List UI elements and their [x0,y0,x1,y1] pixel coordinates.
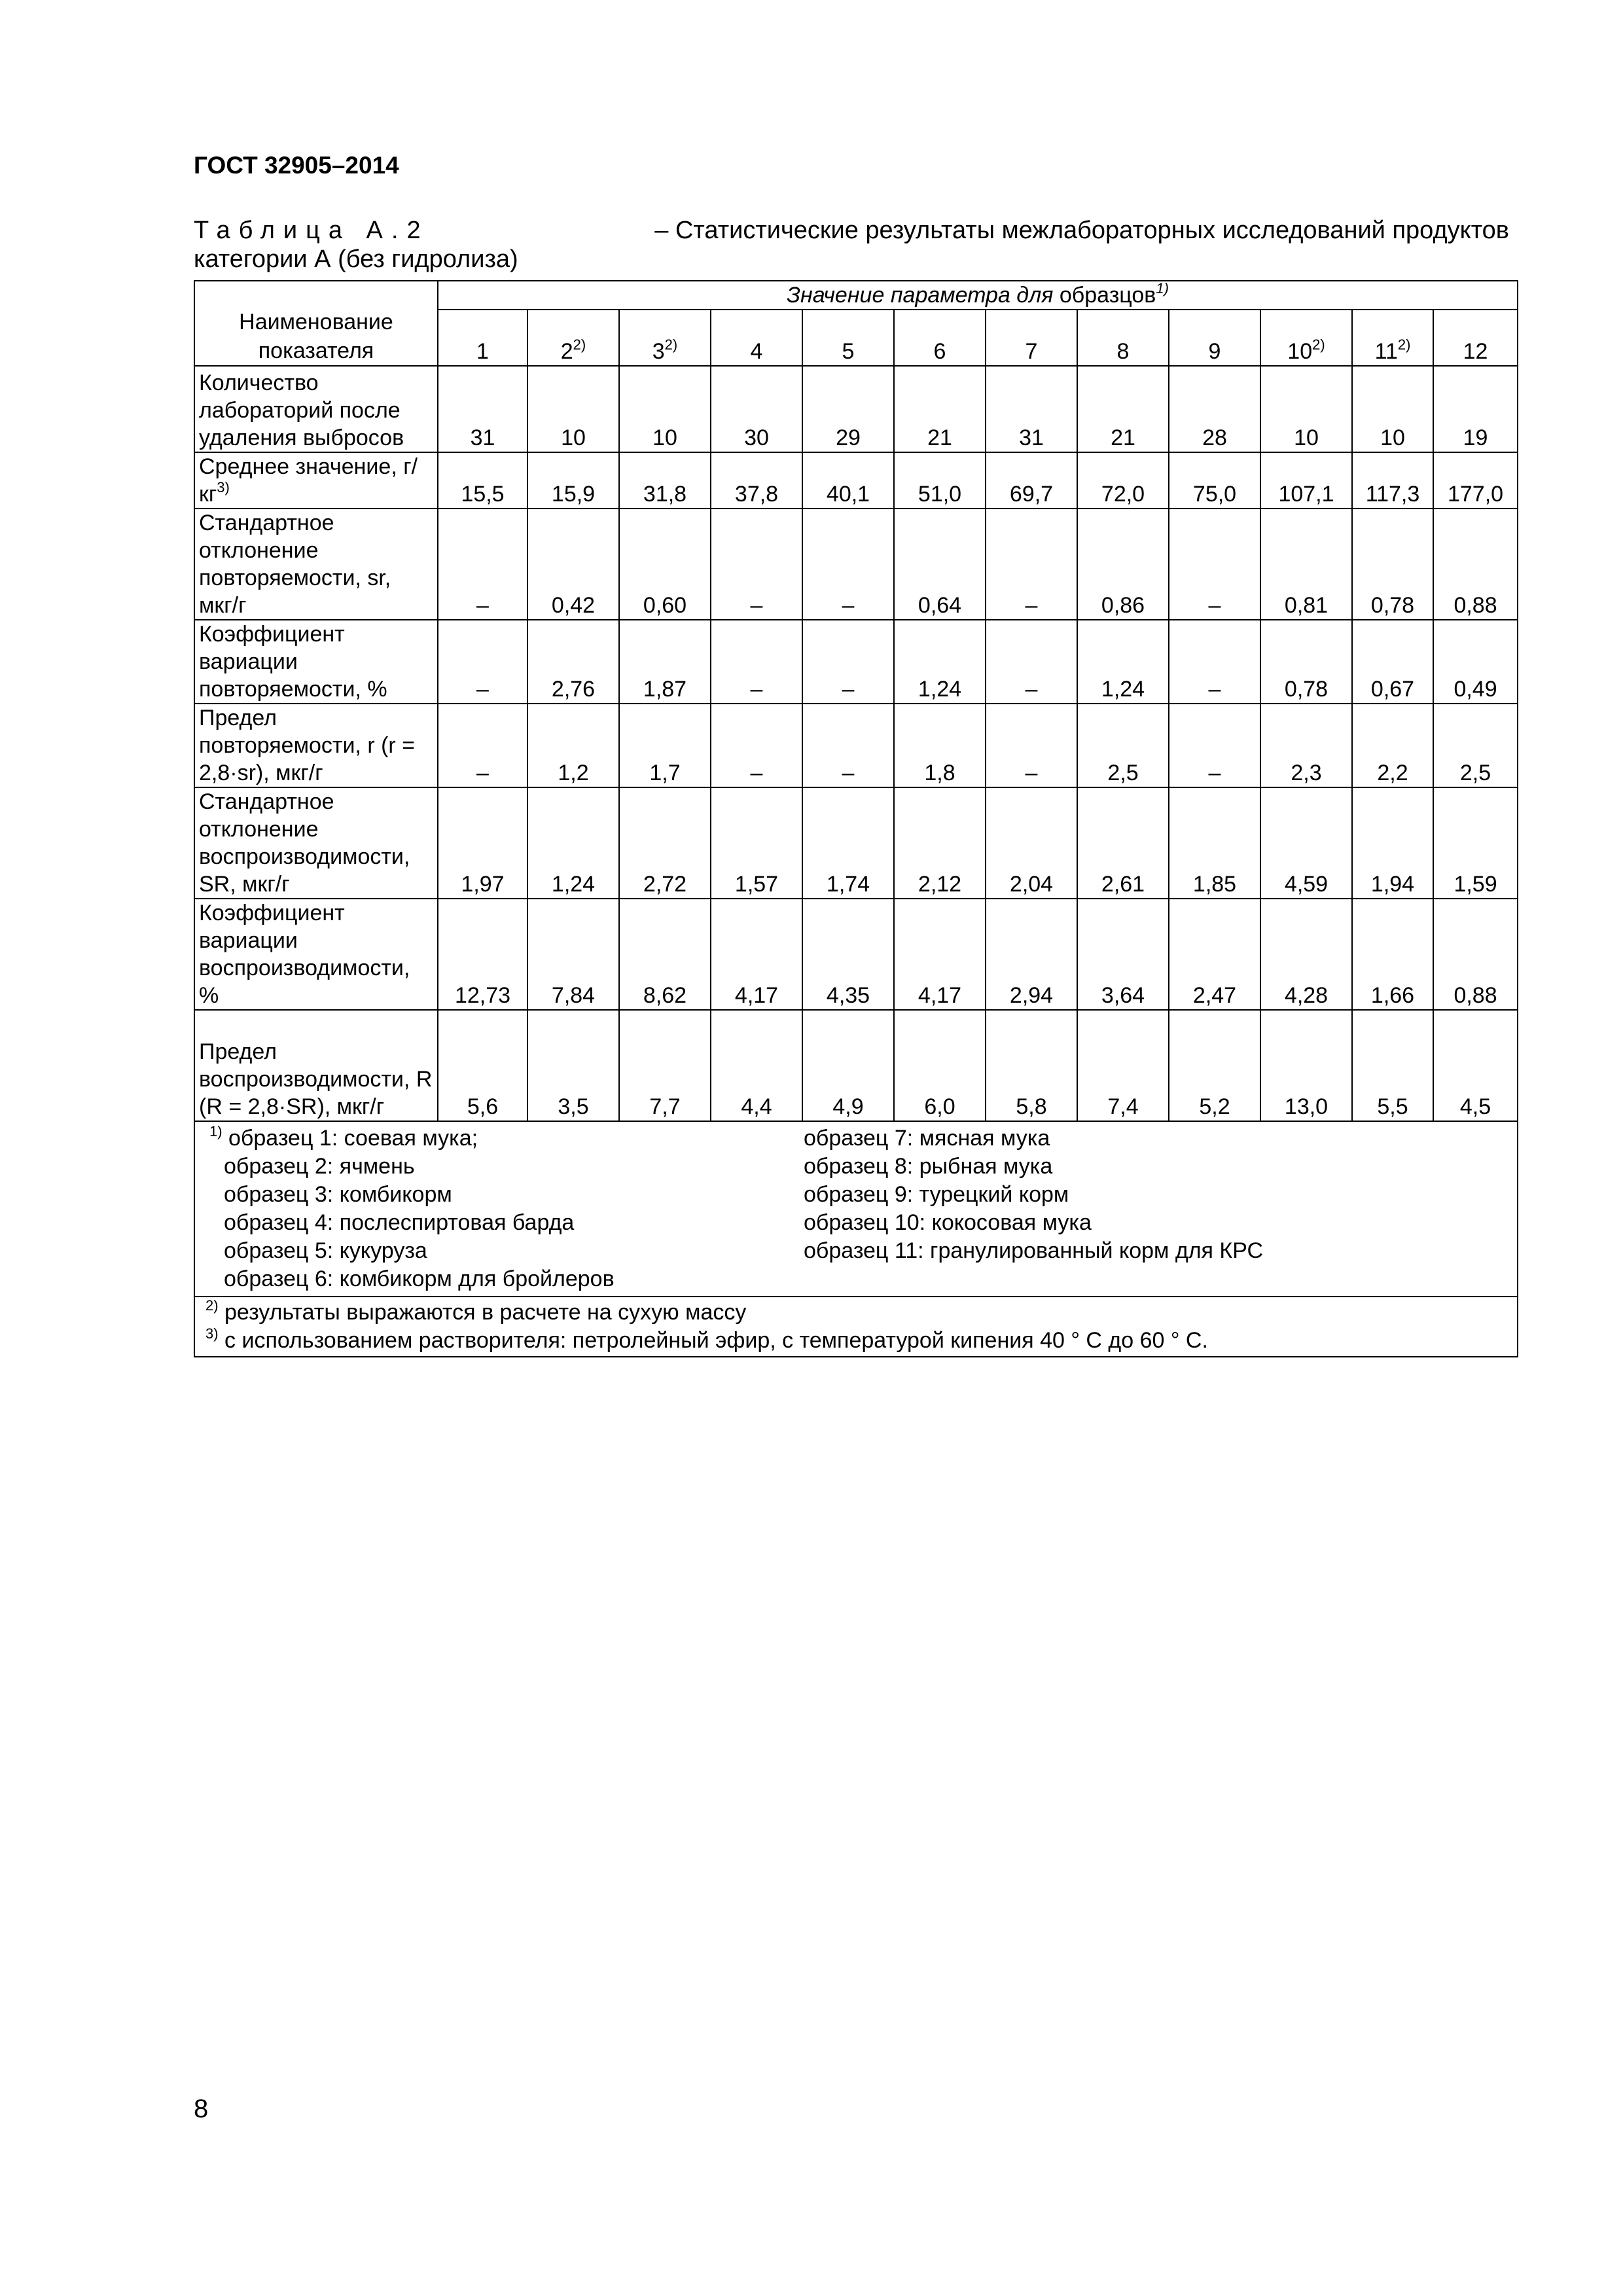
caption-label: Таблица А.2 [194,217,429,244]
value-cell: 0,86 [1077,509,1169,620]
footnote-2 [205,1299,1513,1327]
sample-column-label: 2 [560,339,573,364]
sample-column-label: 7 [1025,339,1038,364]
sample-note [209,1123,804,1153]
value-cell: 28 [1169,366,1260,452]
value-cell: 2,61 [1077,787,1169,899]
table-row [194,787,1518,899]
name-column-header: Наименование показателя [194,281,438,366]
value-cell: 19 [1433,366,1518,452]
sample-column-label: 5 [842,339,855,364]
row-label [194,899,438,1010]
sample-column-header [711,310,802,366]
value-cell: 10 [1260,366,1352,452]
footnote-2-marker: 2) [205,1297,219,1314]
footnotes-cell [194,1297,1518,1357]
value-cell: – [711,509,802,620]
value-cell: 107,1 [1260,452,1352,509]
footnote-1-marker: 1) [209,1123,223,1139]
column-footnote-marker: 2) [573,336,586,353]
table-row [194,1010,1518,1121]
group-header-normal: образцов [1059,283,1156,308]
value-cell: – [986,509,1077,620]
value-cell: 2,5 [1433,704,1518,787]
page-number: 8 [194,2094,209,2123]
value-cell: 0,78 [1260,620,1352,704]
sample-column-header [986,310,1077,366]
value-cell: 1,24 [1077,620,1169,704]
value-cell: – [802,509,894,620]
value-cell: 0,88 [1433,509,1518,620]
sample-column-label: 3 [652,339,665,364]
sample-column-header [1433,310,1518,366]
row-label-text: Стандартное отклонение повторяемости, sr, мкг/г [199,511,391,618]
sample-column-header [527,310,619,366]
value-cell: 3,5 [527,1010,619,1121]
value-cell: 7,4 [1077,1010,1169,1121]
value-cell: 1,66 [1352,899,1433,1010]
value-cell: 2,5 [1077,704,1169,787]
value-cell: 0,64 [894,509,986,620]
table-row [194,509,1518,620]
sample-column-label: 8 [1116,339,1130,364]
group-header-italic: Значение параметра для [787,283,1054,308]
value-cell: – [986,620,1077,704]
sample-column-label: 12 [1463,339,1488,364]
value-cell: 0,42 [527,509,619,620]
value-cell: – [438,509,527,620]
value-cell: 7,84 [527,899,619,1010]
value-cell: 12,73 [438,899,527,1010]
value-cell: 21 [894,366,986,452]
value-cell: 5,5 [1352,1010,1433,1121]
value-cell: 13,0 [1260,1010,1352,1121]
value-cell: 1,24 [894,620,986,704]
sample-column-header [619,310,711,366]
value-cell: 30 [711,366,802,452]
sample-note [224,1153,804,1181]
sample-note-text: образец 5: кукуруза [224,1238,427,1263]
sample-column-header [1169,310,1260,366]
value-cell: 2,2 [1352,704,1433,787]
row-label [194,1010,438,1121]
value-cell: 4,35 [802,899,894,1010]
sample-note-text: образец 1: соевая мука; [228,1126,478,1151]
value-cell: 21 [1077,366,1169,452]
sample-note: образец 9: турецкий корм [804,1182,1069,1207]
value-cell: – [711,620,802,704]
header-row-1 [194,281,1518,310]
caption-text-line-1: – Статистические результаты межлабораторных исследований продуктов [654,217,1509,244]
value-cell: 37,8 [711,452,802,509]
sample-note: образец 8: рыбная мука [804,1154,1053,1179]
table-caption [194,216,1509,274]
value-cell: 2,72 [619,787,711,899]
value-cell: 1,87 [619,620,711,704]
value-cell: 4,4 [711,1010,802,1121]
value-cell: – [1169,620,1260,704]
sample-column-label: 11 [1374,339,1398,364]
table-row [194,620,1518,704]
value-cell: 10 [527,366,619,452]
table-row [194,704,1518,787]
value-cell: 1,59 [1433,787,1518,899]
row-label [194,366,438,452]
value-cell: 4,17 [711,899,802,1010]
value-cell: 1,97 [438,787,527,899]
value-cell: 0,88 [1433,899,1518,1010]
value-cell: 1,2 [527,704,619,787]
row-label-text: Среднее значение, г/кг [199,454,418,507]
value-cell: 2,47 [1169,899,1260,1010]
sample-note: образец 11: гранулированный корм для КРС [804,1238,1264,1263]
value-cell: 1,85 [1169,787,1260,899]
value-cell: 1,8 [894,704,986,787]
sample-note-text: образец 4: послеспиртовая барда [224,1210,575,1235]
sample-column-header [1352,310,1433,366]
row-label-text: Коэффициент вариации воспроизводимости, % [199,901,410,1008]
value-cell: – [802,704,894,787]
value-cell: 5,8 [986,1010,1077,1121]
value-cell: 0,81 [1260,509,1352,620]
value-cell: 0,49 [1433,620,1518,704]
value-cell: 2,76 [527,620,619,704]
sample-note [224,1265,804,1293]
notes-section [194,1121,1518,1357]
value-cell: 3,64 [1077,899,1169,1010]
sample-note: образец 7: мясная мука [804,1126,1050,1151]
table-row [194,366,1518,452]
samples-grid [205,1124,1513,1293]
row-label-text: Коэффициент вариации повторяемости, % [199,622,387,702]
samples-right-column [804,1124,1263,1293]
footnote-3-marker: 3) [205,1325,219,1342]
value-cell: 117,3 [1352,452,1433,509]
value-cell: 75,0 [1169,452,1260,509]
value-cell: – [802,620,894,704]
sample-column-header [1260,310,1352,366]
value-cell: 2,3 [1260,704,1352,787]
value-cell: 1,94 [1352,787,1433,899]
sample-column-header [894,310,986,366]
value-cell: 31 [986,366,1077,452]
value-cell: 2,04 [986,787,1077,899]
row-label-footnote-marker: 3) [217,479,230,495]
column-footnote-marker: 2) [664,336,678,353]
value-cell: 2,12 [894,787,986,899]
sample-note [224,1237,804,1265]
sample-note-text: образец 6: комбикорм для бройлеров [224,1266,615,1291]
footnote-3 [205,1327,1513,1355]
value-cell: 4,28 [1260,899,1352,1010]
value-cell: 1,57 [711,787,802,899]
value-cell: – [1169,704,1260,787]
column-footnote-marker: 2) [1397,336,1411,353]
value-cell: 5,6 [438,1010,527,1121]
row-label [194,620,438,704]
value-cell: 31,8 [619,452,711,509]
value-cell: 40,1 [802,452,894,509]
row-label-text: Предел воспроизводимости, R (R = 2,8·SR), мкг/г [199,1039,433,1119]
value-cell: 0,78 [1352,509,1433,620]
value-cell: 29 [802,366,894,452]
sample-column-header [438,310,527,366]
row-label [194,509,438,620]
value-cell: 4,59 [1260,787,1352,899]
row-label-text: Стандартное отклонение воспроизводимости, SR, мкг/г [199,789,410,897]
value-cell: – [438,704,527,787]
value-cell: – [1169,509,1260,620]
row-label-text: Количество лабораторий после удаления выбросов [199,370,404,450]
sample-note [224,1209,804,1237]
sample-column-label: 6 [933,339,946,364]
group-header-footnote-marker: 1) [1156,280,1169,296]
caption-text-line-2: категории А (без гидролиза) [194,245,518,273]
footnote-2-text: результаты выражаются в расчете на сухую массу [224,1300,747,1325]
notes-row-samples [194,1121,1518,1297]
value-cell: 72,0 [1077,452,1169,509]
value-cell: 8,62 [619,899,711,1010]
value-cell: 1,24 [527,787,619,899]
group-header [438,281,1518,310]
samples-left-column [205,1124,804,1293]
document-code: ГОСТ 32905–2014 [194,152,399,179]
value-cell: 4,9 [802,1010,894,1121]
value-cell: 5,2 [1169,1010,1260,1121]
row-label [194,452,438,509]
table-row [194,452,1518,509]
table-body [194,281,1518,1121]
sample-note-text: образец 2: ячмень [224,1154,415,1179]
row-label [194,704,438,787]
row-label-text: Предел повторяемости, r (r = 2,8·sr), мкг/г [199,706,416,785]
notes-row-footnotes [194,1297,1518,1357]
value-cell: 69,7 [986,452,1077,509]
value-cell: 7,7 [619,1010,711,1121]
value-cell: 31 [438,366,527,452]
sample-note [224,1181,804,1209]
sample-column-label: 10 [1287,339,1313,364]
column-footnote-marker: 2) [1312,336,1325,353]
value-cell: 6,0 [894,1010,986,1121]
value-cell: – [711,704,802,787]
value-cell: 2,94 [986,899,1077,1010]
sample-note: образец 10: кокосовая мука [804,1210,1092,1235]
value-cell: 177,0 [1433,452,1518,509]
sample-column-label: 4 [750,339,763,364]
value-cell: 4,5 [1433,1010,1518,1121]
footnote-3-text: с использованием растворителя: петролейный эфир, с температурой кипения 40 ° С до 60 ° С. [224,1328,1208,1353]
results-table [194,280,1518,1357]
value-cell: 51,0 [894,452,986,509]
sample-note-text: образец 3: комбикорм [224,1182,452,1207]
value-cell: 0,67 [1352,620,1433,704]
sample-column-header [1077,310,1169,366]
value-cell: – [986,704,1077,787]
value-cell: 4,17 [894,899,986,1010]
sample-column-label: 1 [476,339,489,364]
value-cell: 1,7 [619,704,711,787]
sample-column-header [802,310,894,366]
samples-note-cell [194,1121,1518,1297]
value-cell: 10 [619,366,711,452]
value-cell: – [438,620,527,704]
row-label [194,787,438,899]
table-row [194,899,1518,1010]
caption-line-1 [194,216,1509,245]
value-cell: 15,5 [438,452,527,509]
value-cell: 15,9 [527,452,619,509]
value-cell: 10 [1352,366,1433,452]
sample-column-label: 9 [1208,339,1221,364]
value-cell: 1,74 [802,787,894,899]
value-cell: 0,60 [619,509,711,620]
